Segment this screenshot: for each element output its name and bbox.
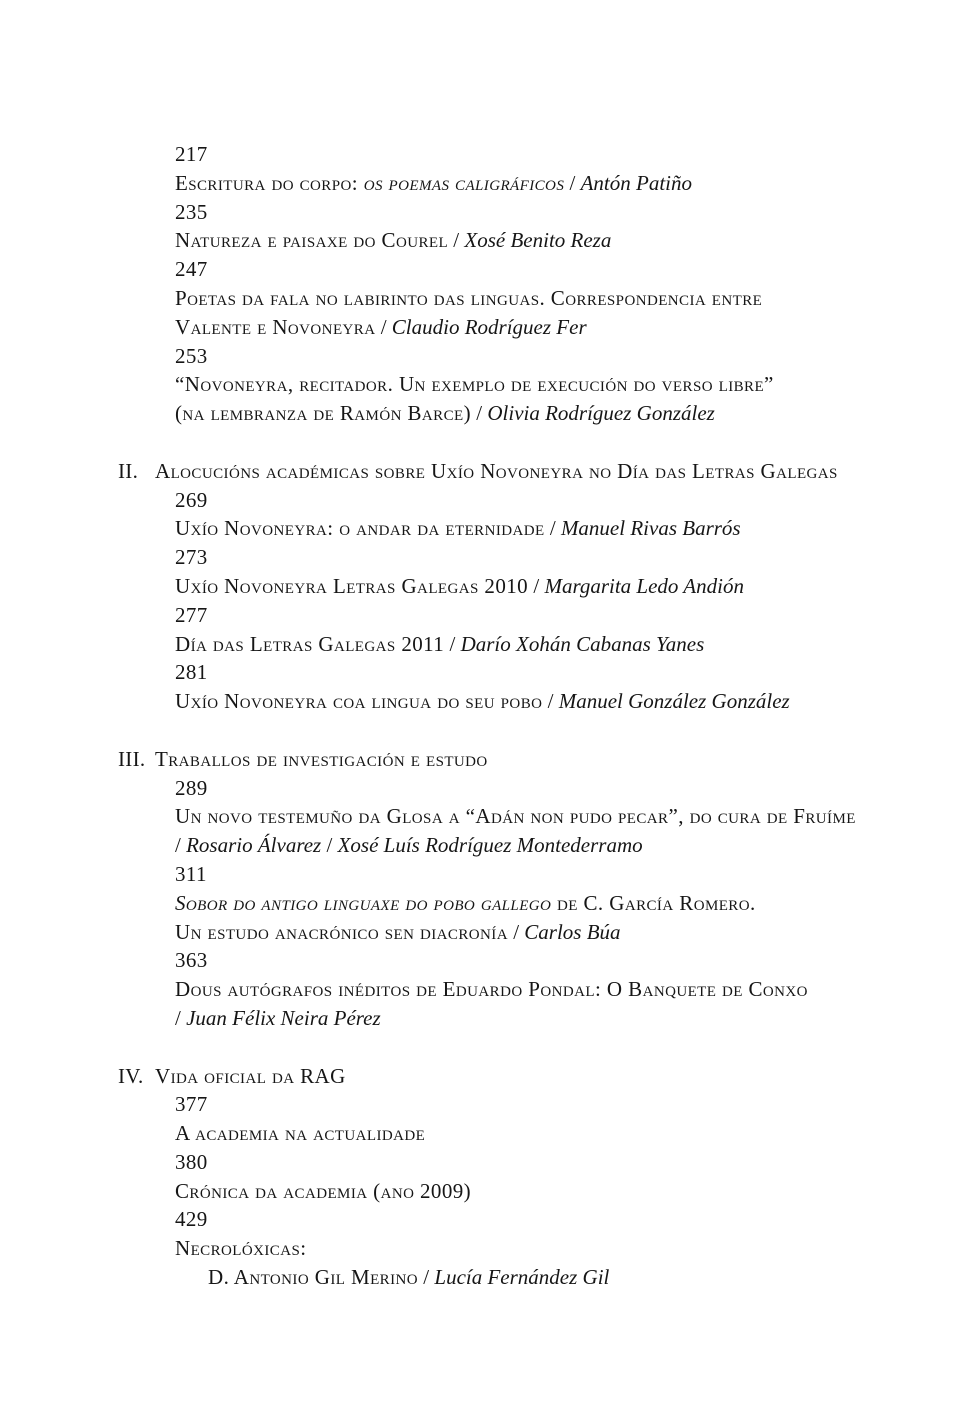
toc-page-number: 429: [175, 1207, 208, 1232]
title-text: Uxío Novoneyra Letras Galegas 2010: [175, 573, 529, 598]
author-name: Darío Xohán Cabanas Yanes: [460, 631, 705, 656]
title-text: /: [321, 833, 338, 858]
section-numeral: IV.: [118, 1063, 144, 1088]
toc-page-number: 269: [175, 487, 208, 512]
table-of-contents: [0, 140, 975, 1292]
title-text: /: [564, 170, 581, 195]
toc-entry-title: [0, 630, 975, 659]
title-text: A academia na actualidade: [175, 1121, 426, 1146]
toc-entry-title: [0, 370, 975, 399]
author-name: Rosario Álvarez: [186, 833, 322, 858]
author-name: Margarita Ledo Andión: [544, 573, 744, 598]
title-text: Crónica da academia (ano 2009): [175, 1178, 472, 1203]
toc-entry-title: [0, 802, 975, 831]
title-text: Natureza e paisaxe do Courel: [175, 228, 449, 253]
toc-page-number: 253: [175, 343, 208, 368]
author-name: Antón Patiño: [580, 170, 692, 195]
title-text: Uxío Novoneyra coa lingua do seu pobo: [175, 689, 543, 714]
section-title: Traballos de investigación e estudo: [155, 746, 488, 771]
section-title: Vida oficial da RAG: [155, 1063, 346, 1088]
author-name: Carlos Búa: [524, 919, 621, 944]
title-text: Valente e Novoneyra: [175, 314, 376, 339]
title-text: Dous autógrafos inéditos de Eduardo Pondal: O Banquete de Conxo: [175, 977, 808, 1002]
title-text: “Novoneyra, recitador. Un exemplo de execución do verso libre”: [175, 372, 774, 397]
toc-entry-title: [0, 399, 975, 428]
toc-page-number: 235: [175, 199, 208, 224]
title-text: /: [471, 401, 488, 426]
title-text: Poetas da fala no labirinto das linguas. Correspondencia entre: [175, 285, 763, 310]
toc-page-number: 277: [175, 602, 208, 627]
toc-entry-title: [0, 1004, 975, 1033]
title-text: (na lembranza de Ramón Barce): [175, 401, 472, 426]
title-text: Sobor do antigo linguaxe do pobo gallego: [175, 890, 552, 915]
author-name: Manuel Rivas Barrós: [560, 516, 741, 541]
title-text: /: [542, 689, 559, 714]
section-numeral: II.: [118, 458, 139, 483]
toc-entry-title: [0, 1119, 975, 1148]
title-text: Un novo testemuño da Glosa a “Adán non pudo pecar”, do cura de Fruíme: [175, 804, 856, 829]
toc-entry-title: [0, 313, 975, 342]
title-text: /: [448, 228, 465, 253]
toc-page-number: 281: [175, 660, 208, 685]
toc-entry-title: [0, 284, 975, 313]
toc-entry-title: [0, 572, 975, 601]
title-text: /: [375, 314, 392, 339]
title-text: os poemas caligráficos: [363, 170, 565, 195]
toc-section-heading: [0, 745, 975, 774]
title-text: /: [175, 833, 187, 858]
title-text: Un estudo anacrónico sen diacronía: [175, 919, 508, 944]
author-name: Juan Félix Neira Pérez: [186, 1005, 381, 1030]
toc-page-number: 363: [175, 948, 208, 973]
title-text: /: [444, 631, 461, 656]
title-text: /: [507, 919, 525, 944]
author-name: Manuel González González: [558, 689, 790, 714]
toc-entry-title: [0, 169, 975, 198]
toc-page-number: 273: [175, 545, 208, 570]
title-text: Necrolóxicas:: [175, 1236, 307, 1261]
toc-entry-title: [0, 975, 975, 1004]
author-name: Olivia Rodríguez González: [487, 401, 715, 426]
toc-page-number: 380: [175, 1149, 208, 1174]
toc-entry-title: [0, 226, 975, 255]
toc-page-number: 377: [175, 1092, 208, 1117]
toc-section-heading: [0, 1062, 975, 1091]
toc-page-number: 311: [175, 861, 207, 886]
author-name: Xosé Benito Reza: [464, 228, 612, 253]
toc-page-number: 247: [175, 257, 208, 282]
toc-entry-title: [0, 831, 975, 860]
title-text: Uxío Novoneyra: o andar da eternidade: [175, 516, 545, 541]
section-numeral: III.: [118, 746, 146, 771]
toc-subentry: [0, 1263, 975, 1292]
section-title: Alocucións académicas sobre Uxío Novoneyra no Día das Letras Galegas: [155, 458, 838, 483]
toc-entry-title: [0, 889, 975, 918]
author-name: Lucía Fernández Gil: [434, 1265, 610, 1290]
title-text: de C. García Romero.: [551, 890, 756, 915]
toc-page-number: 289: [175, 775, 208, 800]
author-name: Xosé Luís Rodríguez Montederramo: [337, 833, 643, 858]
toc-entry-title: [0, 514, 975, 543]
title-text: D. Antonio Gil Merino: [208, 1265, 419, 1290]
title-text: /: [528, 573, 545, 598]
toc-section-heading: [0, 457, 975, 486]
toc-page-number: 217: [175, 142, 208, 166]
title-text: Día das Letras Galegas 2011: [175, 631, 445, 656]
toc-entry-title: [0, 918, 975, 947]
author-name: Claudio Rodríguez Fer: [391, 314, 587, 339]
title-text: /: [175, 1005, 187, 1030]
title-text: /: [544, 516, 561, 541]
toc-entry-title: [0, 687, 975, 716]
title-text: /: [418, 1265, 435, 1290]
toc-entry-title: [0, 1234, 975, 1263]
toc-entry-title: [0, 1177, 975, 1206]
title-text: Escritura do corpo:: [175, 170, 364, 195]
